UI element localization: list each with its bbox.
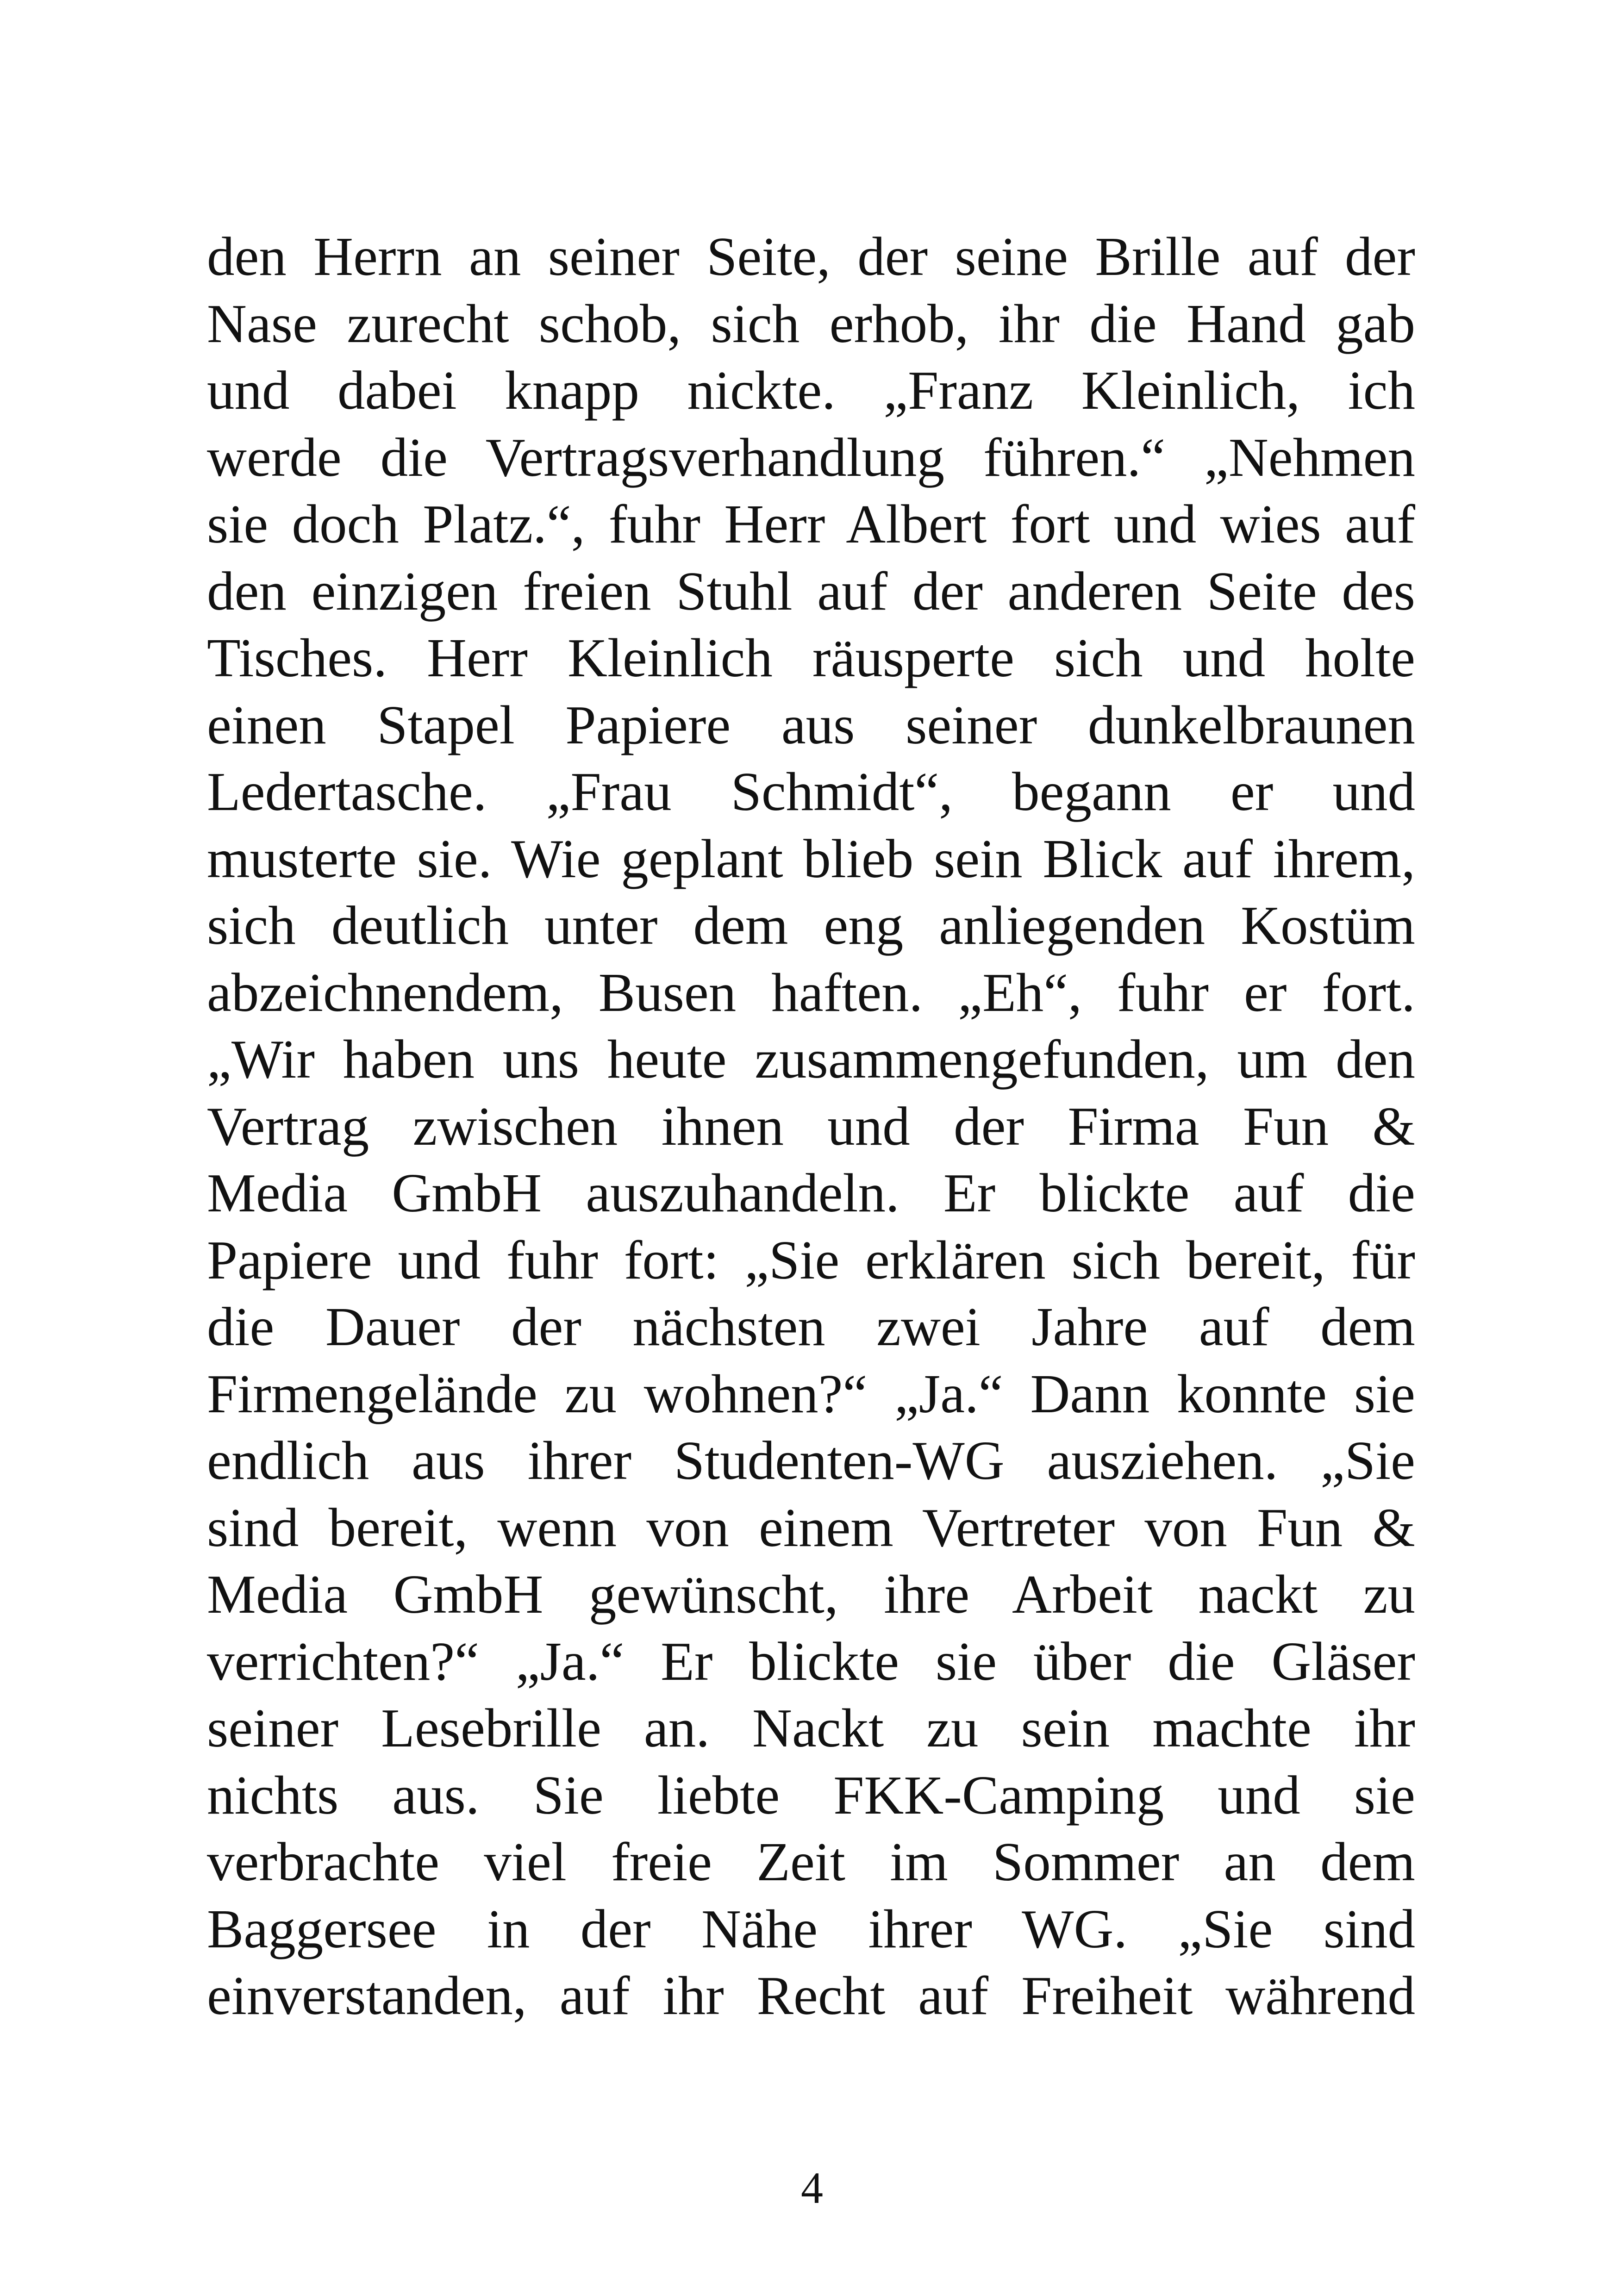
text-line: „Wir haben uns heute zusammengefunden, um den — [207, 1029, 1415, 1090]
text-line: verrichten?“ „Ja.“ Er blickte sie über die Gläser — [207, 1630, 1415, 1692]
text-line: Papiere und fuhr fort: „Sie erklären sich bereit, für — [207, 1229, 1415, 1291]
text-line: endlich aus ihrer Studenten-WG ausziehen. „Sie — [207, 1430, 1415, 1491]
text-line: Media GmbH auszuhandeln. Er blickte auf die — [207, 1162, 1415, 1223]
text-line: Nase zurecht schob, sich erhob, ihr die Hand gab — [207, 293, 1415, 354]
text-line: Firmengelände zu wohnen?“ „Ja.“ Dann konnte sie — [207, 1363, 1415, 1424]
page-number: 4 — [801, 2163, 823, 2213]
text-line: Tisches. Herr Kleinlich räusperte sich und holte — [207, 627, 1415, 688]
text-line: abzeichnendem, Busen haften. „Eh“, fuhr er fort. — [207, 961, 1415, 1023]
text-line: verbrachte viel freie Zeit im Sommer an dem — [207, 1831, 1415, 1892]
text-line: sind bereit, wenn von einem Vertreter von Fun & — [207, 1497, 1415, 1558]
text-line: Ledertasche. „Frau Schmidt“, begann er und — [207, 761, 1415, 822]
text-line: den Herrn an seiner Seite, der seine Brille auf der — [207, 226, 1415, 287]
text-line: den einzigen freien Stuhl auf der anderen Seite des — [207, 560, 1415, 622]
text-line: die Dauer der nächsten zwei Jahre auf dem — [207, 1296, 1415, 1357]
text-line: sich deutlich unter dem eng anliegenden Kostüm — [207, 895, 1415, 956]
text-line: und dabei knapp nickte. „Franz Kleinlich, ich — [207, 360, 1415, 421]
text-line: Media GmbH gewünscht, ihre Arbeit nackt zu — [207, 1564, 1415, 1625]
text-line: musterte sie. Wie geplant blieb sein Blick auf ihrem, — [207, 828, 1415, 889]
text-line: seiner Lesebrille an. Nackt zu sein machte ihr — [207, 1697, 1415, 1759]
text-line: einverstanden, auf ihr Recht auf Freiheit während — [207, 1965, 1415, 2026]
text-line: nichts aus. Sie liebte FKK-Camping und sie — [207, 1764, 1415, 1826]
text-line: werde die Vertragsverhandlung führen.“ „Nehmen — [207, 426, 1415, 488]
body-text — [207, 223, 1415, 2029]
text-line: einen Stapel Papiere aus seiner dunkelbraunen — [207, 694, 1415, 755]
text-line: Vertrag zwischen ihnen und der Firma Fun & — [207, 1095, 1415, 1157]
text-line: Baggersee in der Nähe ihrer WG. „Sie sind — [207, 1898, 1415, 1959]
text-line: sie doch Platz.“, fuhr Herr Albert fort und wies auf — [207, 493, 1415, 555]
